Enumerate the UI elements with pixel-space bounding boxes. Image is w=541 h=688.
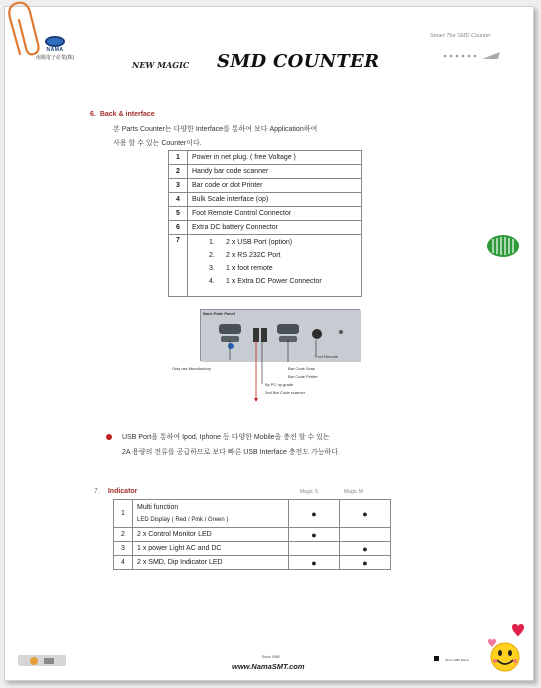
section-number: 7. (94, 488, 100, 495)
sublist-item (192, 262, 357, 275)
company-logo (20, 36, 90, 61)
table-row (169, 221, 362, 235)
sublist-index: 2. (209, 252, 215, 259)
section-6-heading (90, 111, 155, 118)
row-text: 2 x Control Monitor LED (133, 528, 289, 542)
table-row (114, 556, 391, 570)
square-icon (434, 656, 439, 661)
sublist-index: 1. (209, 239, 215, 246)
magic-m-mark: ● (340, 556, 391, 570)
tagline: Smart The SMD Counter (430, 33, 491, 39)
row-text-line-1: Multi function (137, 503, 179, 511)
row-text: Bar code or dot Printer (188, 179, 362, 193)
section-number: 6. (90, 111, 96, 118)
footer-right-label (434, 656, 469, 662)
photo-caption: Back Plate Panel (203, 311, 236, 316)
row-number: 4 (114, 556, 133, 570)
sublist-text: 1 x foot remote (226, 265, 273, 272)
sublist-item (192, 275, 357, 288)
decorative-dots-icon (442, 50, 502, 60)
table-row (169, 193, 362, 207)
section-title: Back & interface (99, 111, 155, 118)
sublist-text: 2 x RS 232C Port (226, 252, 281, 259)
row-text: Extra DC battery Connector (188, 221, 362, 235)
sublist-index: 3. (209, 265, 215, 272)
bullet-icon (106, 434, 112, 440)
row-number: 3 (114, 542, 133, 556)
row-number: 2 (169, 165, 188, 179)
magic-m-mark: ● (340, 542, 391, 556)
magic-m-mark: ● (340, 500, 391, 528)
column-header-magic-m: Magic M (344, 489, 363, 495)
page-title: SMD COUNTER (217, 51, 380, 72)
row-number: 1 (169, 151, 188, 165)
section-title: Indicator (107, 488, 138, 495)
callout-pc-upgrade: By PC up grade (265, 382, 294, 387)
callout-only-use: Only use Manufactory (172, 366, 211, 371)
usb-note-line-1: USB Port을 통하여 Ipod, Iphone 등 다양한 Mobile을 충전 할 수 있는 (122, 434, 330, 441)
table-row (169, 235, 362, 297)
row-number: 4 (169, 193, 188, 207)
magic-s-mark (289, 542, 340, 556)
table-row (169, 179, 362, 193)
sublist-item (192, 236, 357, 249)
smiley-icon (478, 621, 526, 677)
table-row (169, 207, 362, 221)
row-sublist (188, 235, 362, 297)
row-number: 3 (169, 179, 188, 193)
section-6-intro-line-1: 본 Parts Counter는 다양한 Interface를 통하여 보다 Application하여 (113, 126, 318, 133)
row-text: Power in net plug. ( free Voltage ) (188, 151, 362, 165)
sublist-index: 4. (209, 278, 215, 285)
green-stamp-icon (485, 233, 521, 259)
row-number: 5 (169, 207, 188, 221)
sublist-text: 1 x Extra DC Power Connector (226, 278, 322, 285)
table-row (169, 151, 362, 165)
footer-website-link[interactable]: www.NamaSMT.com (232, 662, 305, 671)
brand-name: NAMA (46, 47, 64, 53)
row-text (133, 500, 289, 528)
table-row (169, 165, 362, 179)
row-text: 1 x power Light AC and DC (133, 542, 289, 556)
callout-second-scanner: 2nd Bar Code scanner (265, 390, 306, 395)
row-text: Bulk Scale interface (op) (188, 193, 362, 207)
table-row (114, 528, 391, 542)
footer-product-image (16, 652, 70, 668)
brand-korean-name: 南陽電子産業(株) (35, 55, 75, 61)
sublist-text: 2 x USB Port (option) (226, 239, 293, 246)
footer-since-label: Since 1985 (262, 655, 280, 659)
magic-s-mark: ● (289, 556, 340, 570)
row-text: Foot Remote Control Connector (188, 207, 362, 221)
indicator-table (113, 499, 391, 570)
indicator-heading (94, 488, 137, 495)
product-line-label: NEW MAGIC (132, 60, 190, 70)
column-header-magic-s: Magic S (300, 489, 319, 495)
usb-note-line-2: 2A 용량의 전류를 공급하므로 보다 빠른 USB Interface 충전도 가능하다. (122, 449, 341, 456)
row-number: 7 (169, 235, 188, 297)
callout-foot-remote: Foot Remote (315, 354, 339, 359)
row-number: 1 (114, 500, 133, 528)
magic-s-mark: ● (289, 528, 340, 542)
row-number: 6 (169, 221, 188, 235)
row-text: 2 x SMD, Dip Indicator LED (133, 556, 289, 570)
section-6-intro-line-2: 사용 할 수 있는 Counter이다. (113, 140, 202, 147)
callout-barcode-scan: Bar Code Scan (288, 366, 316, 371)
row-text: Handy bar code scanner (188, 165, 362, 179)
callout-barcode-printer: Bar Code Printer (288, 374, 318, 379)
magic-s-mark: ● (289, 500, 340, 528)
row-text-line-2: LED Display ( Red / Pink / Green ) (137, 516, 229, 523)
magic-m-mark (340, 528, 391, 542)
row-number: 2 (114, 528, 133, 542)
sublist-item (192, 249, 357, 262)
interface-table (168, 150, 362, 297)
footer-right-text: Since 1985 Nama (445, 658, 469, 662)
photo-callout-lines (200, 340, 360, 410)
logo-mark-icon (45, 36, 65, 47)
table-row (114, 542, 391, 556)
table-row (114, 500, 391, 528)
